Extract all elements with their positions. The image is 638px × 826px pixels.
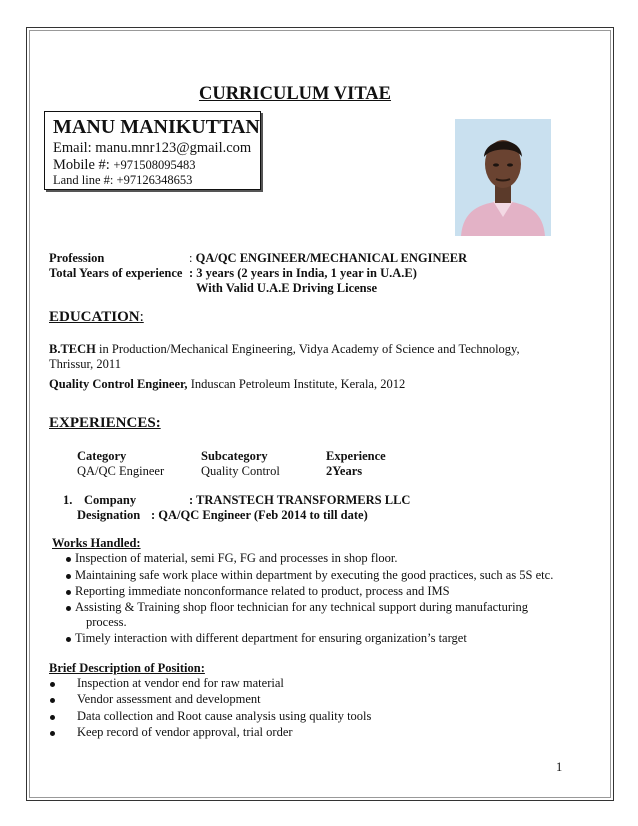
profile-photo-image xyxy=(455,119,551,236)
email-line xyxy=(53,140,251,157)
bullet-icon xyxy=(66,637,71,642)
category-value: QA/QC Engineer xyxy=(77,464,165,478)
degree-line xyxy=(49,342,520,357)
mobile-line xyxy=(53,157,195,174)
document-title: CURRICULUM VITAE xyxy=(198,84,392,104)
email-label: Email: xyxy=(53,140,92,156)
profession-value: QA/QC ENGINEER/MECHANICAL ENGINEER xyxy=(195,251,468,265)
bullet-icon xyxy=(50,731,55,736)
bullet-icon xyxy=(50,715,55,720)
designation-value: : QA/QC Engineer (Feb 2014 to till date) xyxy=(151,508,368,522)
page-number: 1 xyxy=(556,760,563,774)
bullet-icon xyxy=(66,557,71,562)
landline-line xyxy=(53,173,192,188)
certification-name: Quality Control Engineer, xyxy=(49,377,188,391)
experience-label: Total Years of experience xyxy=(49,266,183,280)
education-heading: EDUCATION xyxy=(49,309,140,325)
company-label: Company xyxy=(84,493,137,507)
email-value[interactable]: manu.mnr123@gmail.com xyxy=(95,140,252,156)
designation-label: Designation xyxy=(77,508,141,522)
col-subcategory: Subcategory xyxy=(201,449,268,463)
landline-label: Land line #: xyxy=(53,173,114,187)
bullet-icon xyxy=(66,574,71,579)
experiences-heading: EXPERIENCES: xyxy=(49,415,161,431)
col-category: Category xyxy=(77,449,127,463)
subcategory-value: Quality Control xyxy=(201,464,280,478)
experience-value: 3 years (2 years in India, 1 year in U.A.E) xyxy=(196,266,417,280)
certification-line xyxy=(49,377,405,392)
works-heading: Works Handled: xyxy=(52,536,141,550)
degree-line-2: Thrissur, 2011 xyxy=(49,357,121,371)
bullet-icon xyxy=(66,606,71,611)
mobile-value: +971508095483 xyxy=(113,158,196,172)
brief-heading: Brief Description of Position: xyxy=(49,661,205,675)
col-experience: Experience xyxy=(326,449,386,463)
profession-line: : QA/QC ENGINEER/MECHANICAL ENGINEER xyxy=(189,251,468,265)
work-item-continuation: process. xyxy=(86,615,127,629)
years-value: 2Years xyxy=(326,464,363,478)
degree-name: B.TECH xyxy=(49,342,96,356)
mobile-label: Mobile #: xyxy=(53,157,110,173)
company-value: : TRANSTECH TRANSFORMERS LLC xyxy=(189,493,411,507)
landline-value: +97126348653 xyxy=(116,173,193,187)
bullet-icon xyxy=(66,590,71,595)
contact-box xyxy=(44,111,261,190)
education-heading-line: EDUCATION: xyxy=(49,309,144,325)
driving-license: With Valid U.A.E Driving License xyxy=(196,281,378,295)
degree-details: in Production/Mechanical Engineering, Vidya Academy of Science and Technology, xyxy=(99,342,520,356)
bullet-icon xyxy=(50,698,55,703)
profile-photo xyxy=(455,119,551,236)
candidate-name: MANU MANIKUTTAN xyxy=(53,116,260,138)
experience-line: : 3 years (2 years in India, 1 year in U.A.E) xyxy=(189,266,417,280)
job-number: 1. xyxy=(63,493,73,507)
bullet-icon xyxy=(50,682,55,687)
profession-label: Profession xyxy=(49,251,105,265)
certification-details: Induscan Petroleum Institute, Kerala, 2012 xyxy=(190,377,406,391)
